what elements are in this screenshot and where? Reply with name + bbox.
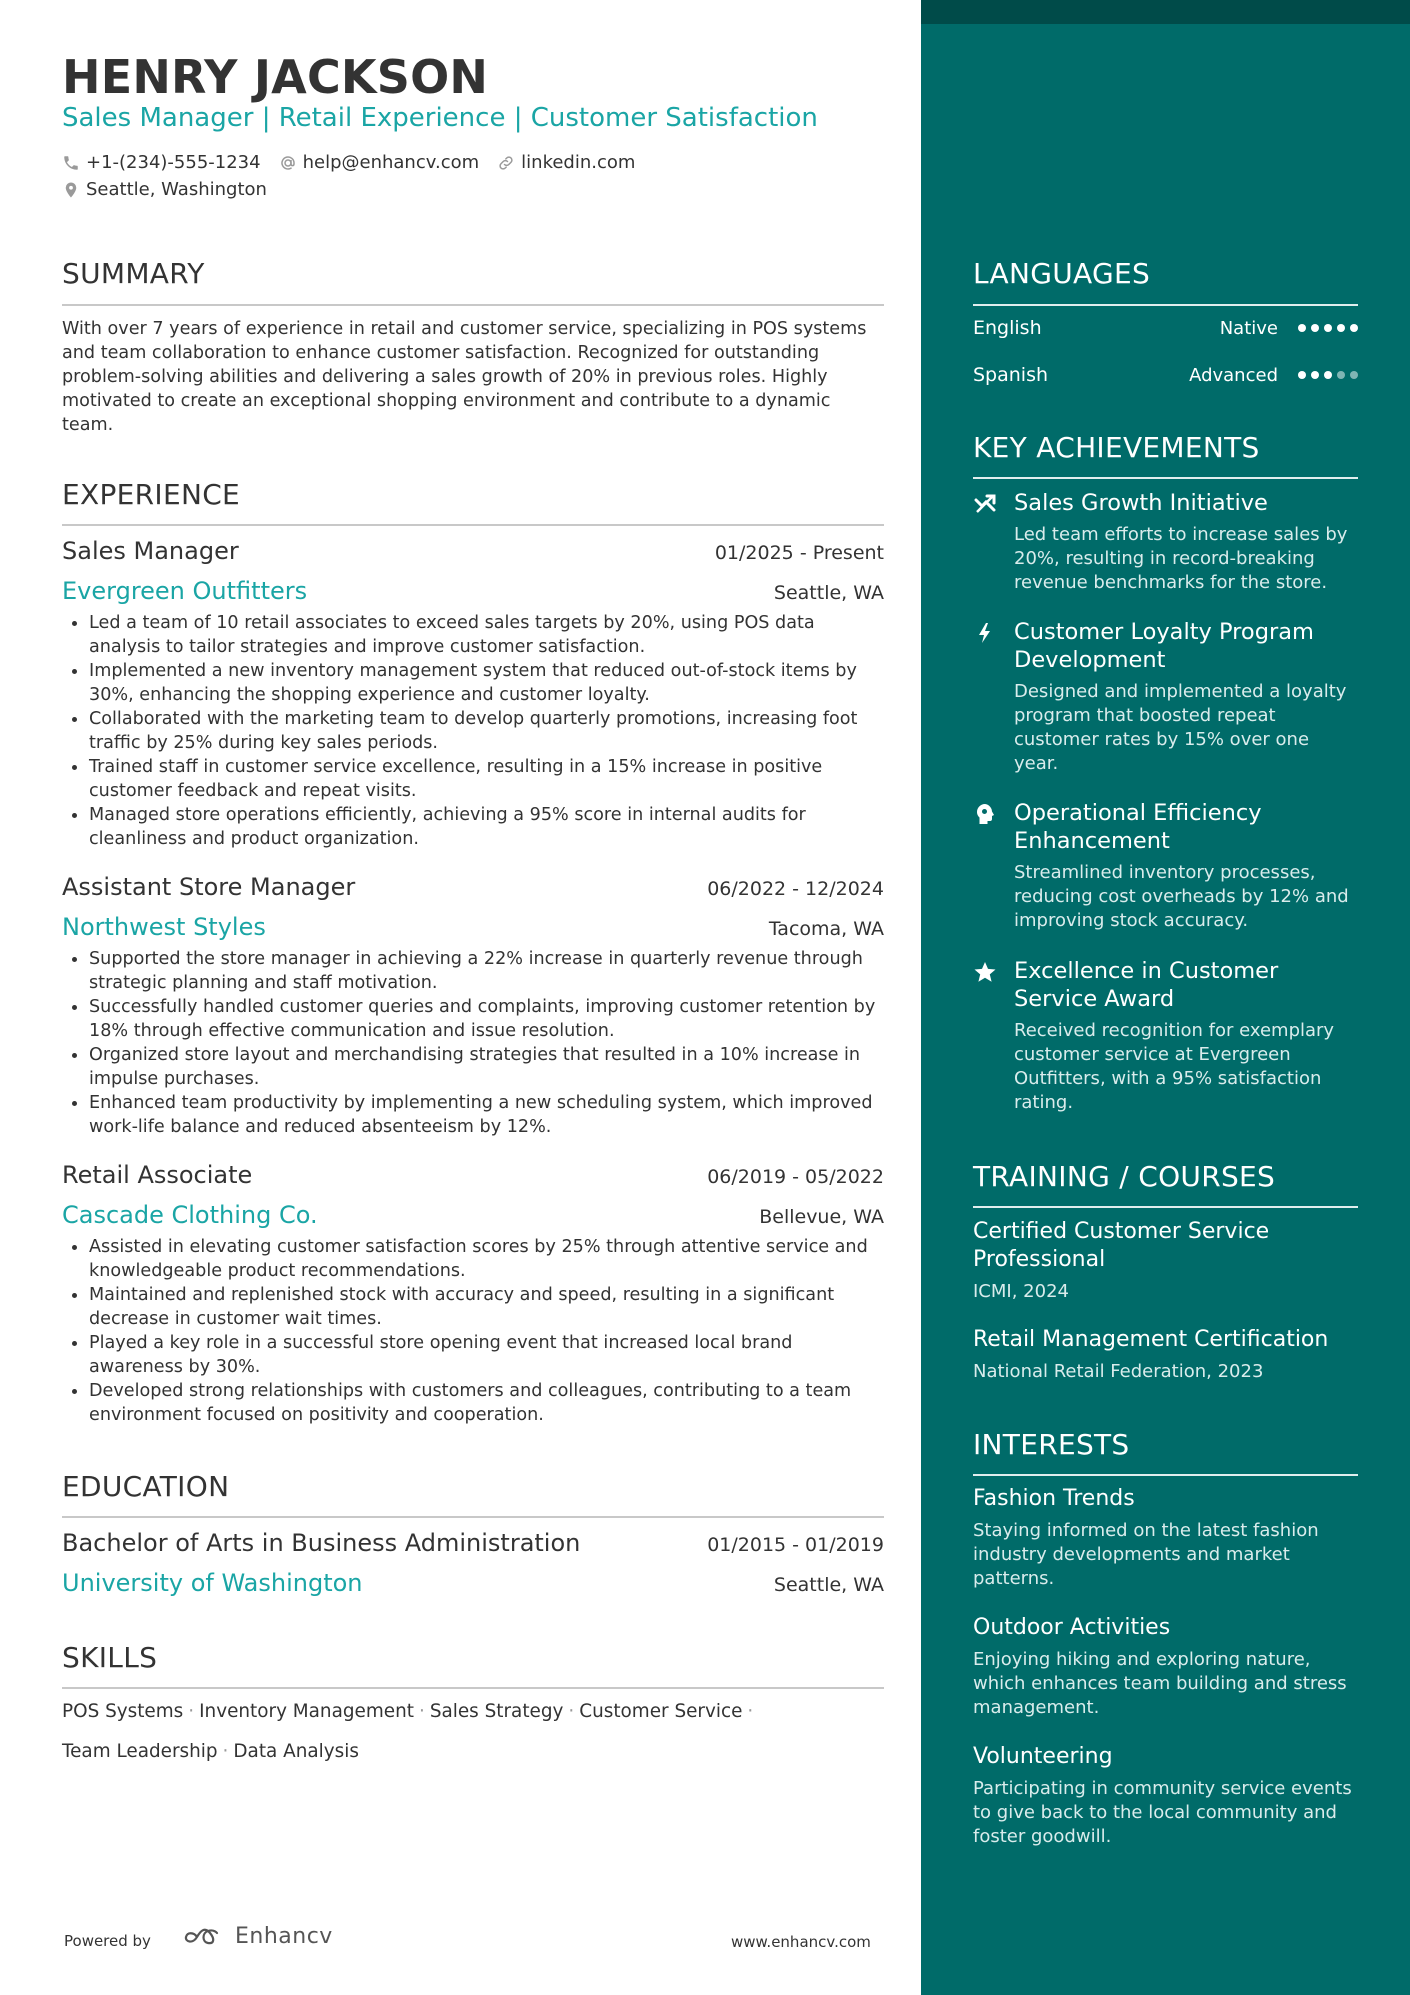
interest-item [973, 1486, 1358, 1591]
skills-divider [62, 1687, 884, 1689]
course-item [973, 1326, 1358, 1382]
growth-icon [973, 492, 997, 516]
achievement-description: Received recognition for exemplary customer service at Evergreen Outfitters, with a 95% satisfaction rating. [1014, 1020, 1335, 1113]
job-title: Retail Associate [62, 1161, 253, 1189]
interest-description: Enjoying hiking and exploring nature, which enhances team building and stress management. [973, 1649, 1347, 1718]
job-bullet: Successfully handled customer queries and complaints, improving customer retention by 18% through effective communication and issue resolution. [62, 995, 884, 1043]
enhancv-logo-text: Enhancv [235, 1924, 333, 1949]
email-text: help@enhancv.com [302, 152, 480, 173]
linkedin-text: linkedin.com [521, 152, 636, 173]
skill-tag: Sales Strategy [429, 1701, 564, 1722]
education-dates: 01/2015 - 01/2019 [707, 1534, 884, 1556]
phone-icon [62, 154, 80, 172]
language-rating [1298, 324, 1358, 332]
achievements-heading: KEY ACHIEVEMENTS [973, 431, 1260, 464]
job-dates: 06/2019 - 05/2022 [707, 1166, 884, 1188]
skill-tag: Inventory Management [199, 1701, 414, 1722]
job-bullets [62, 611, 884, 851]
rating-dot [1311, 324, 1319, 332]
rating-dot [1337, 371, 1345, 379]
phone-contact[interactable] [62, 152, 261, 173]
star-icon [973, 960, 997, 984]
achievement-item [973, 957, 1358, 1115]
language-rating [1298, 371, 1358, 379]
email-contact[interactable] [279, 152, 480, 173]
location-pin-icon [62, 181, 80, 199]
skills-heading: SKILLS [62, 1641, 158, 1674]
language-item [973, 364, 1358, 386]
summary-heading: SUMMARY [62, 257, 205, 290]
job-location: Tacoma, WA [768, 918, 884, 940]
interest-description: Participating in community service events to give back to the local community and foster goodwill. [973, 1778, 1352, 1847]
achievement-title: Excellence in Customer Service Award [1014, 958, 1279, 1012]
summary-text: With over 7 years of experience in retail and customer service, specializing in POS systems and team collaboration to enhance customer satisfaction. Recognized for outstanding problem-solving abilities and delivering a sales growth of 20% in previous roles. Highly motivated to create an exceptional shopping environment and contribute to a dynamic team. [62, 319, 867, 435]
footer-url[interactable]: www.enhancv.com [731, 1933, 871, 1951]
job-bullet: Trained staff in customer service excellence, resulting in a 15% increase in positive customer feedback and repeat visits. [62, 755, 884, 803]
course-title: Retail Management Certification [973, 1327, 1329, 1352]
phone-text: +1-(234)-555-1234 [86, 152, 261, 173]
job-title: Assistant Store Manager [62, 873, 356, 901]
job-company: Northwest Styles [62, 913, 266, 941]
location-contact [62, 179, 267, 200]
course-provider: National Retail Federation, 2023 [973, 1361, 1264, 1382]
skill-separator: · [747, 1701, 754, 1722]
job-bullet: Led a team of 10 retail associates to exceed sales targets by 20%, using POS data analysis to tailor strategies and improve customer satisfaction. [62, 611, 884, 659]
location-text: Seattle, Washington [86, 179, 267, 200]
enhancv-logo[interactable] [183, 1924, 333, 1949]
job-entry [62, 873, 884, 1139]
language-level: Advanced [1189, 364, 1278, 386]
interest-title: Outdoor Activities [973, 1615, 1171, 1640]
contact-row [62, 152, 653, 173]
rating-dot [1298, 371, 1306, 379]
interests-heading: INTERESTS [973, 1428, 1130, 1461]
achievement-title: Operational Efficiency Enhancement [1014, 800, 1262, 854]
rating-dot [1311, 371, 1319, 379]
school-name: University of Washington [62, 1569, 363, 1597]
powered-by-label: Powered by [64, 1932, 151, 1950]
sidebar-top-bar [921, 0, 1410, 24]
skill-tag: Team Leadership [62, 1741, 218, 1762]
skill-separator: · [188, 1701, 195, 1722]
job-company: Cascade Clothing Co. [62, 1201, 318, 1229]
skills-row [62, 1701, 884, 1722]
achievement-item [973, 618, 1358, 776]
interests-divider [973, 1474, 1358, 1476]
interest-item [973, 1615, 1358, 1720]
skill-tag: Customer Service [579, 1701, 743, 1722]
skill-tag: Data Analysis [233, 1741, 359, 1762]
rating-dot [1350, 324, 1358, 332]
link-icon [497, 154, 515, 172]
interest-item [973, 1744, 1358, 1849]
languages-divider [973, 304, 1358, 306]
languages-heading: LANGUAGES [973, 257, 1151, 290]
experience-heading: EXPERIENCE [62, 478, 241, 511]
course-provider: ICMI, 2024 [973, 1281, 1069, 1302]
candidate-name: HENRY JACKSON [62, 50, 489, 104]
skill-tag: POS Systems [62, 1701, 184, 1722]
job-bullets [62, 1235, 884, 1427]
rating-dot [1324, 324, 1332, 332]
candidate-headline: Sales Manager | Retail Experience | Customer Satisfaction [62, 103, 818, 133]
rating-dot [1324, 371, 1332, 379]
head-gear-icon [973, 802, 997, 826]
interest-description: Staying informed on the latest fashion industry developments and market patterns. [973, 1520, 1319, 1589]
skill-separator: · [568, 1701, 575, 1722]
experience-divider [62, 524, 884, 526]
interest-title: Fashion Trends [973, 1486, 1135, 1511]
achievement-description: Streamlined inventory processes, reducing cost overheads by 12% and improving stock accuracy. [1014, 862, 1349, 931]
education-divider [62, 1516, 884, 1518]
job-bullet: Maintained and replenished stock with accuracy and speed, resulting in a significant decrease in customer wait times. [62, 1283, 884, 1331]
linkedin-contact[interactable] [497, 152, 635, 173]
job-bullet: Developed strong relationships with customers and colleagues, contributing to a team environment focused on positivity and cooperation. [62, 1379, 884, 1427]
job-entry [62, 537, 884, 851]
job-bullet: Managed store operations efficiently, achieving a 95% score in internal audits for cleanliness and product organization. [62, 803, 884, 851]
job-bullet: Supported the store manager in achieving a 22% increase in quarterly revenue through strategic planning and staff motivation. [62, 947, 884, 995]
language-name: English [973, 317, 1042, 339]
achievement-description: Designed and implemented a loyalty program that boosted repeat customer rates by 15% over one year. [1014, 681, 1347, 774]
skill-separator: · [222, 1741, 229, 1762]
achievements-divider [973, 477, 1358, 479]
school-location: Seattle, WA [773, 1574, 884, 1596]
skill-separator: · [418, 1701, 425, 1722]
job-dates: 06/2022 - 12/2024 [707, 878, 884, 900]
skills-list [62, 1701, 884, 1762]
job-bullets [62, 947, 884, 1139]
summary-divider [62, 304, 884, 306]
at-icon [279, 154, 297, 172]
rating-dot [1298, 324, 1306, 332]
job-entry [62, 1161, 884, 1427]
job-bullet: Implemented a new inventory management system that reduced out-of-stock items by 30%, enhancing the shopping experience and customer loyalty. [62, 659, 884, 707]
job-bullet: Assisted in elevating customer satisfaction scores by 25% through attentive service and knowledgeable product recommendations. [62, 1235, 884, 1283]
training-divider [973, 1206, 1358, 1208]
job-location: Seattle, WA [773, 582, 884, 604]
contact-row-location [62, 179, 285, 200]
rating-dot [1350, 371, 1358, 379]
enhancv-logo-icon [183, 1925, 229, 1949]
achievement-title: Customer Loyalty Program Development [1014, 619, 1314, 673]
job-title: Sales Manager [62, 537, 239, 565]
training-heading: TRAINING / COURSES [973, 1160, 1276, 1193]
job-bullet: Played a key role in a successful store opening event that increased local brand awareness by 30%. [62, 1331, 884, 1379]
achievement-title: Sales Growth Initiative [1014, 490, 1268, 516]
job-bullet: Enhanced team productivity by implementing a new scheduling system, which improved work-life balance and reduced absenteeism by 12%. [62, 1091, 884, 1139]
job-bullet: Organized store layout and merchandising strategies that resulted in a 10% increase in impulse purchases. [62, 1043, 884, 1091]
sidebar [921, 0, 1410, 1995]
degree-title: Bachelor of Arts in Business Administration [62, 1529, 581, 1557]
education-heading: EDUCATION [62, 1470, 230, 1503]
achievement-item [973, 489, 1358, 595]
achievement-description: Led team efforts to increase sales by 20%, resulting in record-breaking revenue benchmarks for the store. [1014, 524, 1348, 593]
course-title: Certified Customer Service Professional [973, 1219, 1270, 1272]
language-level: Native [1219, 317, 1278, 339]
language-item [973, 317, 1358, 339]
lightning-icon [973, 621, 997, 645]
education-entry [62, 1529, 884, 1597]
language-name: Spanish [973, 364, 1049, 386]
course-item [973, 1218, 1358, 1302]
skills-row [62, 1741, 884, 1762]
interest-title: Volunteering [973, 1744, 1113, 1769]
job-dates: 01/2025 - Present [714, 542, 884, 564]
job-location: Bellevue, WA [759, 1206, 884, 1228]
rating-dot [1337, 324, 1345, 332]
job-bullet: Collaborated with the marketing team to develop quarterly promotions, increasing foot traffic by 25% during key sales periods. [62, 707, 884, 755]
achievement-item [973, 799, 1358, 933]
job-company: Evergreen Outfitters [62, 577, 308, 605]
